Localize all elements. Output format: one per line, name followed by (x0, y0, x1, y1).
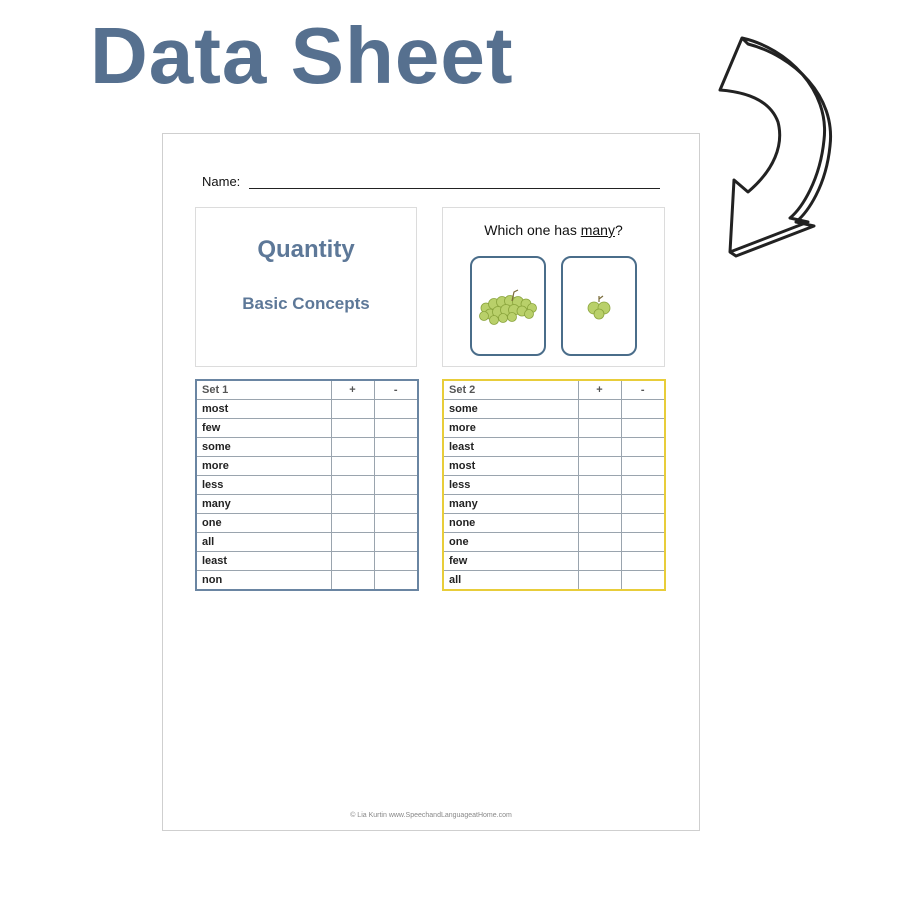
minus-cell[interactable] (621, 495, 665, 514)
minus-cell[interactable] (374, 495, 418, 514)
table-row (443, 419, 665, 438)
grapes-bunch-image (472, 258, 544, 354)
plus-header: + (331, 380, 374, 400)
plus-header: + (578, 380, 621, 400)
card-subtitle: Basic Concepts (242, 294, 370, 313)
minus-cell[interactable] (374, 552, 418, 571)
set1-table (195, 379, 419, 591)
minus-cell[interactable] (374, 476, 418, 495)
row-word: most (443, 457, 578, 476)
minus-cell[interactable] (374, 571, 418, 591)
name-field-line (249, 188, 660, 189)
row-word: some (196, 438, 331, 457)
minus-cell[interactable] (374, 457, 418, 476)
grapes-bunch-choice[interactable] (470, 256, 546, 356)
table-row (196, 495, 418, 514)
plus-cell[interactable] (578, 514, 621, 533)
row-word: least (443, 438, 578, 457)
plus-cell[interactable] (331, 552, 374, 571)
table-row (443, 571, 665, 591)
plus-cell[interactable] (578, 552, 621, 571)
table-row (443, 514, 665, 533)
plus-cell[interactable] (331, 533, 374, 552)
plus-cell[interactable] (578, 476, 621, 495)
row-word: most (196, 400, 331, 419)
minus-cell[interactable] (621, 514, 665, 533)
plus-cell[interactable] (578, 457, 621, 476)
table-row (196, 400, 418, 419)
minus-cell[interactable] (621, 476, 665, 495)
set2-table (442, 379, 666, 591)
minus-cell[interactable] (374, 400, 418, 419)
table-row (196, 476, 418, 495)
plus-cell[interactable] (331, 514, 374, 533)
question-text: Which one has many? (484, 222, 623, 238)
minus-cell[interactable] (374, 438, 418, 457)
minus-header: - (621, 380, 665, 400)
table-row (196, 571, 418, 591)
row-word: more (443, 419, 578, 438)
curved-arrow-icon (712, 30, 842, 260)
plus-cell[interactable] (331, 571, 374, 591)
row-word: all (443, 571, 578, 591)
card-title: Quantity (257, 236, 355, 263)
table-row (443, 552, 665, 571)
single-grape-image (563, 258, 635, 354)
table-header-row (196, 380, 418, 400)
plus-cell[interactable] (331, 438, 374, 457)
table-row (443, 438, 665, 457)
row-word: least (196, 552, 331, 571)
plus-cell[interactable] (331, 457, 374, 476)
plus-cell[interactable] (578, 400, 621, 419)
plus-cell[interactable] (331, 419, 374, 438)
minus-cell[interactable] (621, 400, 665, 419)
row-word: one (196, 514, 331, 533)
name-label: Name: (202, 174, 241, 189)
table-row (443, 533, 665, 552)
row-word: few (196, 419, 331, 438)
row-word: many (443, 495, 578, 514)
minus-cell[interactable] (621, 438, 665, 457)
page-headline: Data Sheet (90, 11, 514, 100)
row-word: few (443, 552, 578, 571)
minus-cell[interactable] (374, 419, 418, 438)
single-grape-choice[interactable] (561, 256, 637, 356)
table-row (196, 533, 418, 552)
table-header-row (443, 380, 665, 400)
minus-cell[interactable] (621, 419, 665, 438)
title-card (195, 207, 417, 367)
plus-cell[interactable] (331, 400, 374, 419)
minus-cell[interactable] (374, 514, 418, 533)
row-word: some (443, 400, 578, 419)
set1-header-label: Set 1 (196, 380, 331, 400)
table-row (443, 457, 665, 476)
minus-cell[interactable] (621, 533, 665, 552)
minus-cell[interactable] (621, 552, 665, 571)
row-word: none (443, 514, 578, 533)
minus-cell[interactable] (621, 571, 665, 591)
plus-cell[interactable] (578, 419, 621, 438)
table-row (443, 476, 665, 495)
plus-cell[interactable] (578, 495, 621, 514)
minus-header: - (374, 380, 418, 400)
row-word: many (196, 495, 331, 514)
table-row (196, 419, 418, 438)
data-sheet-page (162, 133, 700, 831)
row-word: less (196, 476, 331, 495)
row-word: one (443, 533, 578, 552)
table-row (443, 400, 665, 419)
plus-cell[interactable] (331, 476, 374, 495)
row-word: all (196, 533, 331, 552)
set2-header-label: Set 2 (443, 380, 578, 400)
plus-cell[interactable] (578, 571, 621, 591)
plus-cell[interactable] (578, 533, 621, 552)
table-row (196, 514, 418, 533)
question-card (442, 207, 665, 367)
row-word: non (196, 571, 331, 591)
table-row (196, 438, 418, 457)
table-row (443, 495, 665, 514)
page-footer: © Lia Kurtin www.SpeechandLanguageatHome.com (350, 812, 512, 819)
minus-cell[interactable] (621, 457, 665, 476)
minus-cell[interactable] (374, 533, 418, 552)
plus-cell[interactable] (578, 438, 621, 457)
plus-cell[interactable] (331, 495, 374, 514)
row-word: more (196, 457, 331, 476)
row-word: less (443, 476, 578, 495)
table-row (196, 457, 418, 476)
table-row (196, 552, 418, 571)
